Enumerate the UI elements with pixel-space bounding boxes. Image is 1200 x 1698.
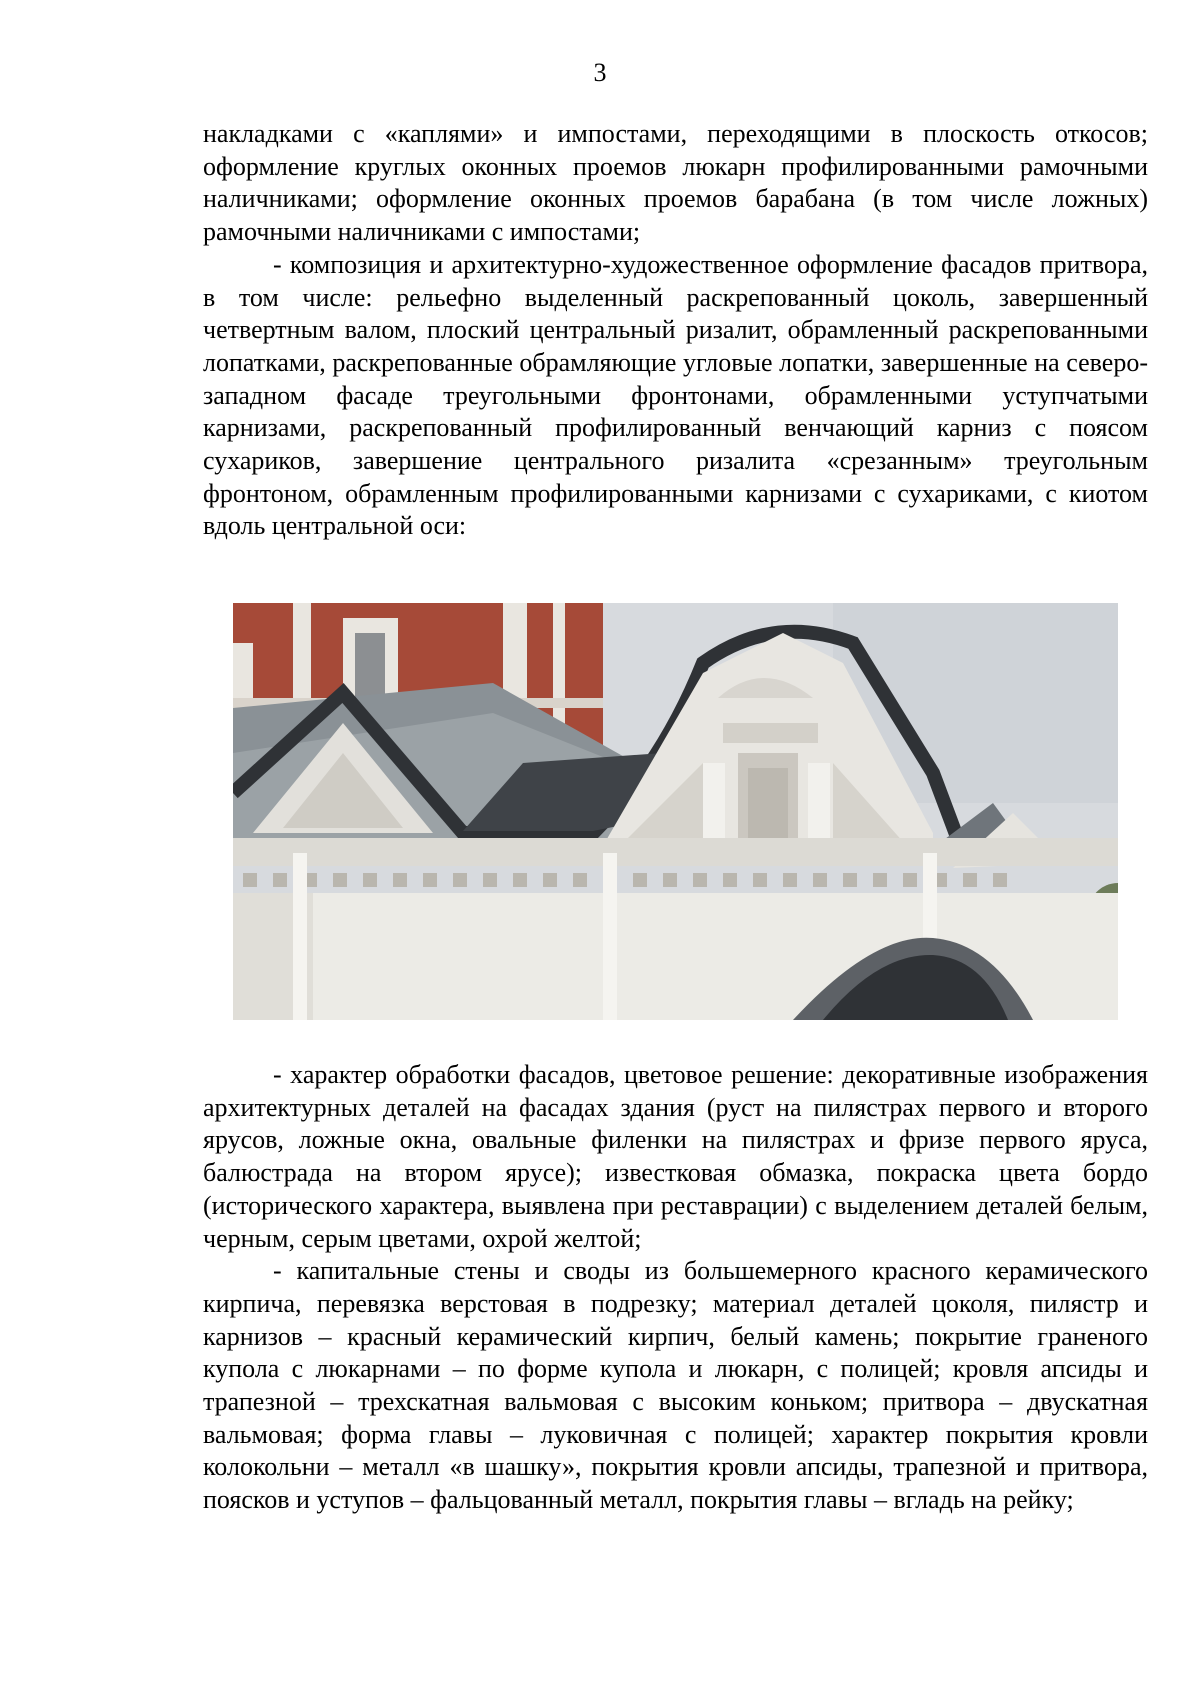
paragraph: накладками с «каплями» и импостами, переходящими в плоскость откосов; оформление круглых оконных проемов люкарн профилированными рамочными наличниками; оформление оконных проемов барабана (в том числе ложных) рамочными наличниками с импостами; xyxy=(203,119,1148,247)
paragraph: - характер обработки фасадов, цветовое решение: декоративные изображения архитектурных деталей на фасадах здания (руст на пилястрах первого и второго ярусов, ложные окна, овальные филенки на пилястрах и фризе первого яруса, балюстрада на втором ярусе); известковая обмазка, покраска цвета бордо (исторического характера, выявлена при реставрации) с выделением деталей белым, черным, серым цветами, охрой желтой; xyxy=(203,1060,1148,1253)
building-photo xyxy=(233,603,1118,1020)
porch-facade-illustration xyxy=(233,603,1118,1020)
text-block-top xyxy=(203,118,1148,543)
page-number: 3 xyxy=(593,58,607,87)
text-block-bottom xyxy=(203,1059,1148,1517)
paragraph: - композиция и архитектурно-художественное оформление фасадов притвора, в том числе: рельефно выделенный раскрепованный цоколь, завершенный четвертным валом, плоский центральный ризалит, обрамленный раскрепованными лопатками, раскрепованные обрамляющие угловые лопатки, завершенные на северо-западном фасаде треугольными фронтонами, обрамленными уступчатыми карнизами, раскрепованный профилированный венчающий карниз с поясом сухариков, завершение центрального ризалита «срезанным» треугольным фронтоном, обрамленным профилированными карнизами с сухариками, с киотом вдоль центральной оси: xyxy=(203,249,1148,541)
paragraph: - капитальные стены и своды из большемерного красного керамического кирпича, перевязка верстовая в подрезку; материал деталей цоколя, пилястр и карнизов – красный керамический кирпич, белый камень; покрытие граненого купола с люкарнами – по форме купола и люкарн, с полицей; кровля апсиды и трапезной – трехскатная вальмовая с высоким коньком; притвора – двускатная вальмовая; форма главы – луковичная с полицей; характер покрытия кровли колокольни – металл «в шашку», покрытия кровли апсиды, трапезной и притвора, поясков и уступов – фальцованный металл, покрытия главы – вгладь на рейку; xyxy=(203,1256,1148,1515)
